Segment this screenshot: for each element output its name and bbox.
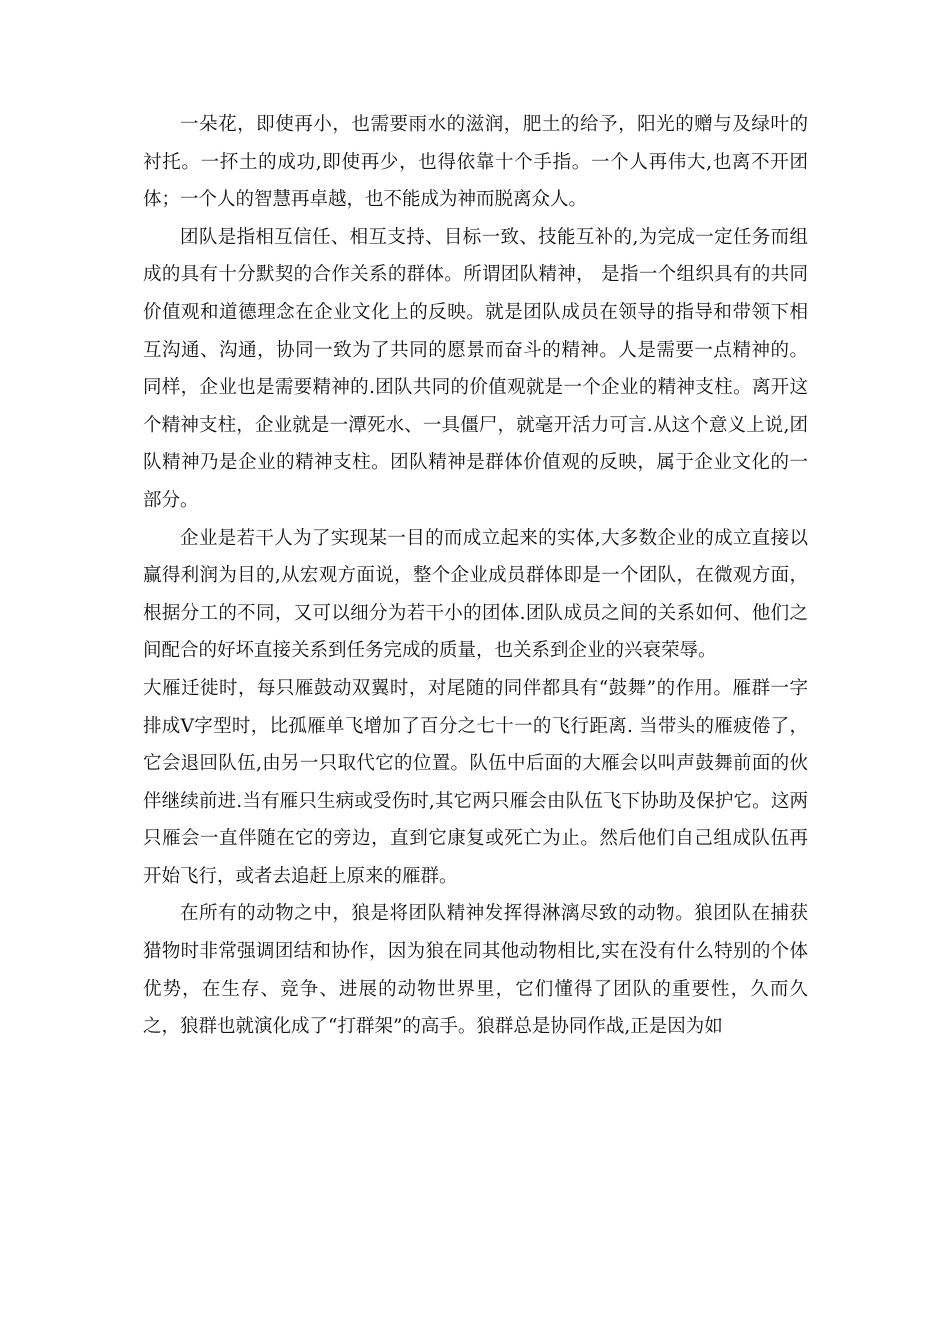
paragraph-enterprise: 企业是若干人为了实现某一目的而成立起来的实体,大多数企业的成立直接以赢得利润为目的,从宏观方面说，整个企业成员群体即是一个团队，在微观方面，根据分工的不同，又可以细分为若干小的团体.团队成员之间的关系如何、他们之间配合的好坏直接关系到任务完成的质量，也关系到企业的兴衰荣辱。 [143, 527, 808, 662]
paragraph-wolves: 在所有的动物之中，狼是将团队精神发挥得淋漓尽致的动物。狼团队在捕获猎物时非常强调团结和协作，因为狼在同其他动物相比,实在没有什么特别的个体优势，在生存、竞争、进展的动物世界里，它们懂得了团队的重要性，久而久之，狼群也就演化成了“打群架”的高手。狼群总是协同作战,正是因为如 [143, 903, 808, 1038]
paragraph-team-definition: 团队是指相互信任、相互支持、目标一致、技能互补的,为完成一定任务而组成的具有十分默契的合作关系的群体。所谓团队精神， 是指一个组织具有的共同价值观和道德理念在企业文化上的反映。就是团队成员在领导的指导和带领下相互沟通、沟通，协同一致为了共同的愿景而奋斗的精神。人是需要一点精神的。同样，企业也是需要精神的.团队共同的价值观就是一个企业的精神支柱。离开这个精神支柱，企业就是一潭死水、一具僵尸，就毫开活力可言.从这个意义上说,团队精神乃是企业的精神支柱。团队精神是群体价值观的反映，属于企业文化的一部分。 [143, 226, 808, 511]
paragraph-flower: 一朵花，即使再小，也需要雨水的滋润，肥土的给予，阳光的赠与及绿叶的衬托。一抔土的成功,即使再少，也得依靠十个手指。一个人再伟大,也离不开团体；一个人的智慧再卓越，也不能成为神而脱离众人。 [143, 114, 808, 211]
document-body [143, 106, 808, 1046]
paragraph-geese: 大雁迁徙时，每只雁鼓动双翼时，对尾随的同伴都具有“鼓舞”的作用。雁群一字排成Ⅴ字型时，比孤雁单飞增加了百分之七十一的飞行距离. 当带头的雁疲倦了，它会退回队伍,由另一只取代它的位置。队伍中后面的大雁会以叫声鼓舞前面的伙伴继续前进.当有雁只生病或受伤时,其它两只雁会由队伍飞下协助及保护它。这两只雁会一直伴随在它的旁边，直到它康复或死亡为止。然后他们自己组成队伍再开始飞行，或者去追赶上原来的雁群。 [143, 677, 808, 887]
